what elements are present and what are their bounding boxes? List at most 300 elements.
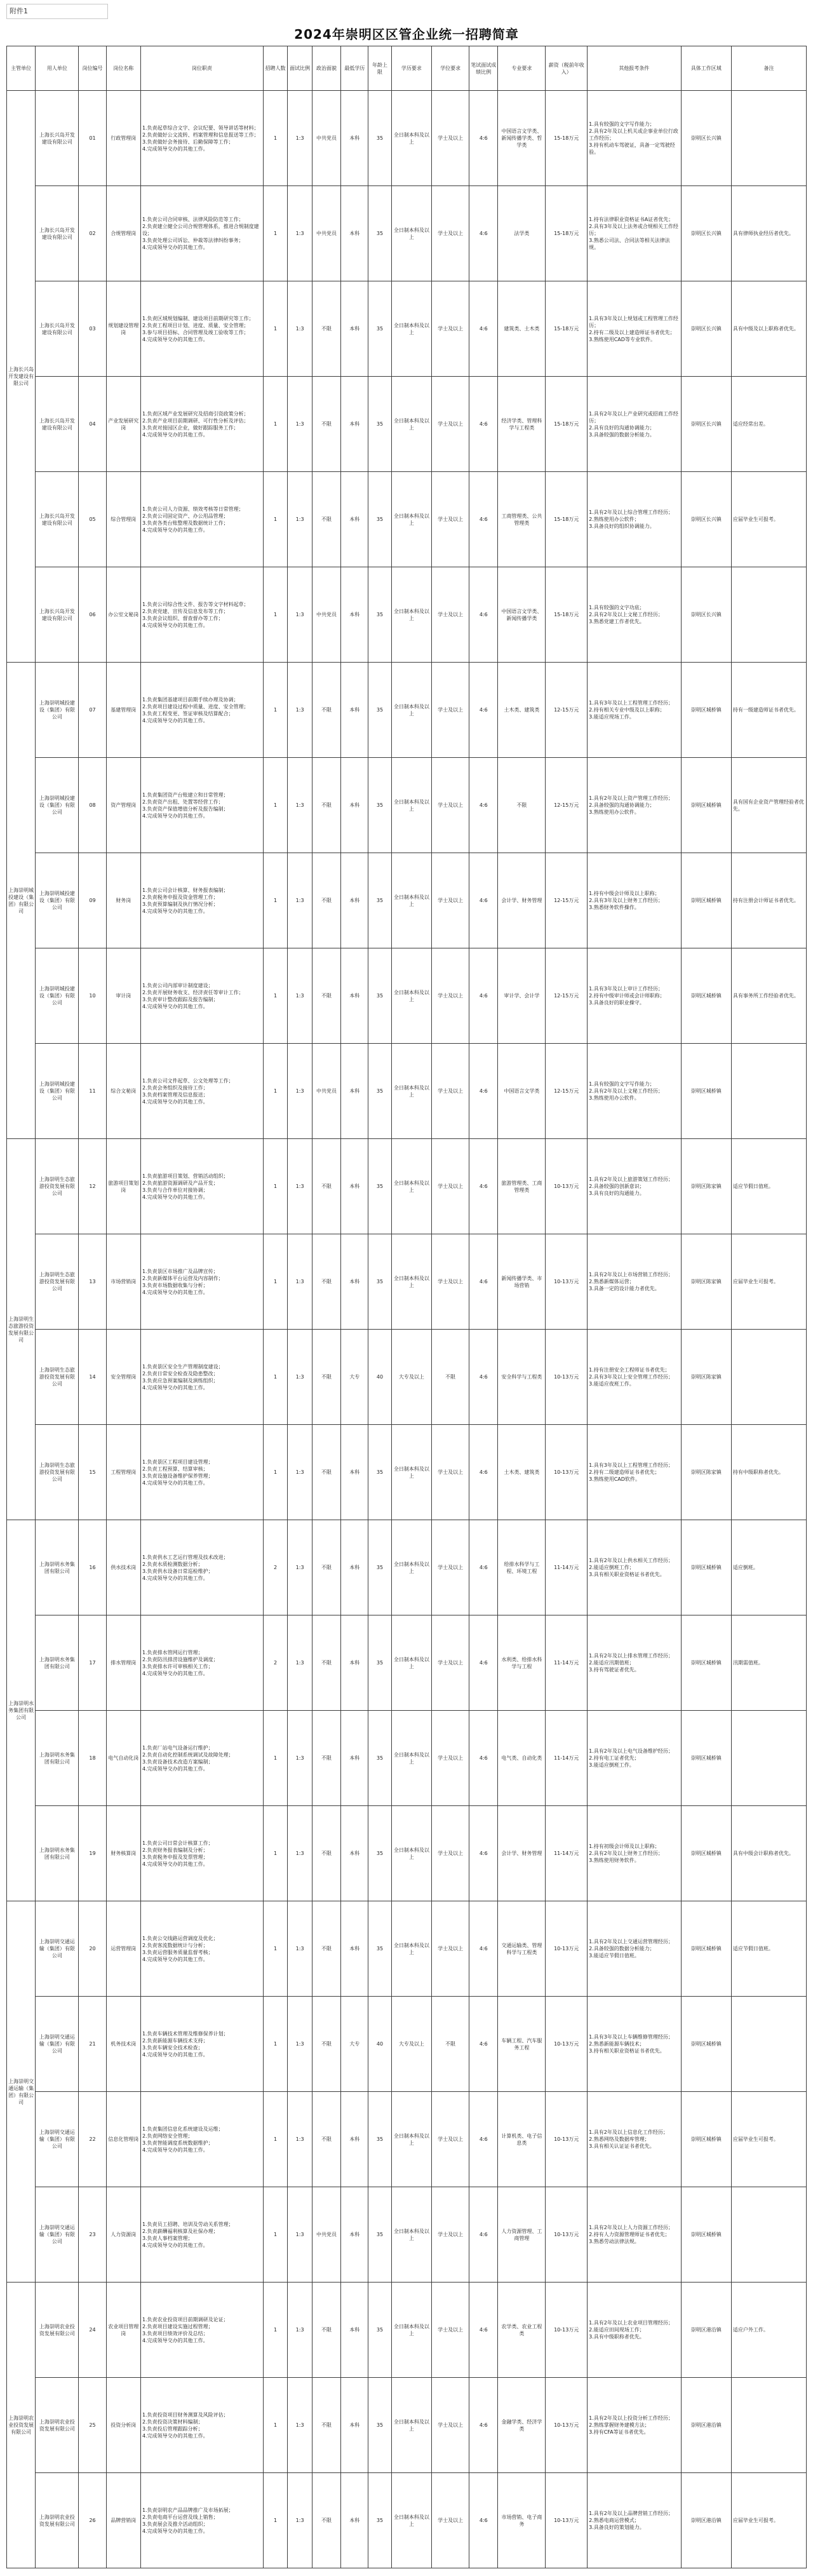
note-cell (731, 1044, 806, 1139)
duty-cell: 1.负责公司合同审核、法律风险防范等工作； 2.负责建立健全公司合规管理体系，推进合规制度建设； 3.负责处理公司诉讼、仲裁等法律纠纷事务； 4.完成领导交办的其他工作。 (140, 186, 263, 281)
salary-cell: 12-15万元 (546, 663, 588, 758)
score-ratio-cell: 4:6 (469, 1139, 498, 1234)
major-cell: 工商管理类、公共管理类 (498, 472, 546, 567)
salary-cell: 15-18万元 (546, 472, 588, 567)
headcount-cell: 1 (263, 377, 288, 472)
post-name-cell: 综合文秘岗 (106, 1044, 140, 1139)
salary-cell: 10-13万元 (546, 1997, 588, 2092)
post-name-cell: 运营管理岗 (106, 1901, 140, 1997)
score-ratio-cell: 4:6 (469, 2378, 498, 2473)
note-cell: 应届毕业生可报考。 (731, 472, 806, 567)
salary-cell: 15-18万元 (546, 567, 588, 663)
salary-cell: 10-13万元 (546, 2378, 588, 2473)
score-ratio-cell: 4:6 (469, 663, 498, 758)
education-cell: 大专 (341, 1997, 368, 2092)
degree-requirement-cell: 全日制本科及以上 (391, 377, 432, 472)
note-cell: 具有国有企业资产管理经验者优先。 (731, 758, 806, 853)
note-cell: 适应节假日值班。 (731, 1901, 806, 1997)
note-cell: 具有中级及以上职称者优先。 (731, 281, 806, 377)
degree-cell: 学士及以上 (432, 1711, 469, 1806)
post-code-cell: 16 (79, 1520, 106, 1615)
note-cell: 持有一级建造师证书者优先。 (731, 663, 806, 758)
education-cell: 本科 (341, 1711, 368, 1806)
degree-requirement-cell: 大专及以上 (391, 1330, 432, 1425)
unit-cell: 上海崇明交通运输（集团）有限公司 (36, 2187, 79, 2283)
post-code-cell: 21 (79, 1997, 106, 2092)
work-area-cell: 崇明区港沿镇 (681, 2283, 731, 2378)
education-cell: 本科 (341, 758, 368, 853)
age-limit-cell: 35 (368, 91, 391, 186)
post-code-cell: 14 (79, 1330, 106, 1425)
politics-cell: 不限 (312, 472, 340, 567)
score-ratio-cell: 4:6 (469, 567, 498, 663)
note-cell: 适应户外工作。 (731, 2283, 806, 2378)
table-row (7, 948, 807, 1044)
headcount-cell: 1 (263, 91, 288, 186)
note-cell (731, 91, 806, 186)
major-cell: 安全科学与工程类 (498, 1330, 546, 1425)
politics-cell: 不限 (312, 1234, 340, 1330)
politics-cell: 不限 (312, 1425, 340, 1520)
major-cell: 中国语言文学类、新闻传播学类、哲学类 (498, 91, 546, 186)
headcount-cell: 1 (263, 1901, 288, 1997)
work-area-cell: 崇明区陈家镇 (681, 1425, 731, 1520)
score-ratio-cell: 4:6 (469, 186, 498, 281)
politics-cell: 不限 (312, 2283, 340, 2378)
score-ratio-cell: 4:6 (469, 1901, 498, 1997)
duty-cell: 1.负责集团基建项目前期手续办理及协调； 2.负责项目建设过程中质量、进度、安全管理； 3.负责工程变更、签证审核及结算配合； 4.完成领导交办的其他工作。 (140, 663, 263, 758)
degree-requirement-cell: 全日制本科及以上 (391, 472, 432, 567)
headcount-cell: 1 (263, 948, 288, 1044)
major-cell: 土木类、建筑类 (498, 1425, 546, 1520)
age-limit-cell: 35 (368, 853, 391, 948)
duty-cell: 1.负责供水工艺运行管理及技术改进； 2.负责水质检测数据分析； 3.负责供水设备日常巡检维护； 4.完成领导交办的其他工作。 (140, 1520, 263, 1615)
table-row (7, 2378, 807, 2473)
conditions-cell: 1.具有2年及以上电气设备维护经历； 2.持有电工证者优先； 3.能适应倒班工作。 (588, 1711, 681, 1806)
unit-cell: 上海崇明农业投资发展有限公司 (36, 2473, 79, 2568)
conditions-cell: 1.具有2年及以上信息化工作经历； 2.熟悉网络及数据库管理； 3.具有相关认证证书者优先。 (588, 2092, 681, 2187)
education-cell: 本科 (341, 1901, 368, 1997)
score-ratio-cell: 4:6 (469, 91, 498, 186)
recruitment-table (6, 46, 807, 2568)
education-cell: 本科 (341, 1425, 368, 1520)
note-cell: 持有中级职称者优先。 (731, 1425, 806, 1520)
conditions-cell: 1.具有2年及以上交通运营管理经历； 2.具备较强的数据分析能力； 3.能适应节假日值班。 (588, 1901, 681, 1997)
politics-cell: 不限 (312, 1806, 340, 1901)
degree-requirement-cell: 全日制本科及以上 (391, 2187, 432, 2283)
salary-cell: 10-13万元 (546, 1330, 588, 1425)
politics-cell: 不限 (312, 1901, 340, 1997)
post-code-cell: 13 (79, 1234, 106, 1330)
conditions-cell: 1.具有2年及以上人力资源工作经历； 2.持有人力资源管理师证书者优先； 3.熟悉劳动法律法规。 (588, 2187, 681, 2283)
duty-cell: 1.负责景区工程项目建设管理； 2.负责工程预算、结算审核； 3.负责设施设备维护保养管理； 4.完成领导交办的其他工作。 (140, 1425, 263, 1520)
work-area-cell: 崇明区城桥镇 (681, 2187, 731, 2283)
note-cell (731, 1997, 806, 2092)
duty-cell: 1.负责公司综合性文件、报告等文字材料起草； 2.负责党建、宣传及信息发布等工作； 3.负责会议组织、督查督办等工作； 4.完成领导交办的其他工作。 (140, 567, 263, 663)
work-area-cell: 崇明区城桥镇 (681, 1044, 731, 1139)
table-row (7, 1806, 807, 1901)
headcount-cell: 1 (263, 2378, 288, 2473)
conditions-cell: 1.持有中级会计师及以上职称； 2.具有3年及以上财务工作经历； 3.熟悉财务软件操作。 (588, 853, 681, 948)
major-cell: 金融学类、经济学类 (498, 2378, 546, 2473)
age-limit-cell: 35 (368, 948, 391, 1044)
major-cell: 给排水科学与工程、环境工程 (498, 1520, 546, 1615)
unit-cell: 上海长兴岛开发建设有限公司 (36, 567, 79, 663)
supervisor-cell: 上海崇明交通运输（集团）有限公司 (7, 1901, 36, 2283)
interview-ratio-cell: 1:3 (288, 91, 312, 186)
degree-cell: 学士及以上 (432, 1901, 469, 1997)
degree-requirement-cell: 全日制本科及以上 (391, 567, 432, 663)
headcount-cell: 1 (263, 1711, 288, 1806)
column-header: 具体工作区域 (681, 46, 731, 91)
table-row (7, 853, 807, 948)
education-cell: 本科 (341, 91, 368, 186)
age-limit-cell: 35 (368, 1044, 391, 1139)
education-cell: 本科 (341, 2378, 368, 2473)
degree-requirement-cell: 全日制本科及以上 (391, 1139, 432, 1234)
post-name-cell: 财务核算岗 (106, 1806, 140, 1901)
unit-cell: 上海崇明城投建设（集团）有限公司 (36, 758, 79, 853)
duty-cell: 1.负责农业投资项目前期调研及论证； 2.负责项目建设实施过程管理； 3.负责项目绩效评价及总结； 4.完成领导交办的其他工作。 (140, 2283, 263, 2378)
post-code-cell: 02 (79, 186, 106, 281)
unit-cell: 上海崇明城投建设（集团）有限公司 (36, 853, 79, 948)
supervisor-cell: 上海崇明城投建设（集团）有限公司 (7, 663, 36, 1139)
salary-cell: 12-15万元 (546, 758, 588, 853)
table-row (7, 663, 807, 758)
education-cell: 本科 (341, 377, 368, 472)
education-cell: 本科 (341, 1615, 368, 1711)
duty-cell: 1.负责公司内部审计制度建设； 2.负责开展财务收支、经济责任等审计工作； 3.负责审计整改跟踪及报告编制； 4.完成领导交办的其他工作。 (140, 948, 263, 1044)
duty-cell: 1.负责排水管网运行管理； 2.负责防汛排涝设施维护及调度； 3.负责排水许可审核相关工作； 4.完成领导交办的其他工作。 (140, 1615, 263, 1711)
age-limit-cell: 40 (368, 1330, 391, 1425)
unit-cell: 上海长兴岛开发建设有限公司 (36, 472, 79, 567)
major-cell: 中国语言文学类 (498, 1044, 546, 1139)
interview-ratio-cell: 1:3 (288, 663, 312, 758)
score-ratio-cell: 4:6 (469, 1806, 498, 1901)
education-cell: 本科 (341, 567, 368, 663)
headcount-cell: 1 (263, 2283, 288, 2378)
table-row (7, 1711, 807, 1806)
headcount-cell: 1 (263, 186, 288, 281)
table-row (7, 186, 807, 281)
score-ratio-cell: 4:6 (469, 1520, 498, 1615)
post-name-cell: 资产管理岗 (106, 758, 140, 853)
politics-cell: 不限 (312, 2092, 340, 2187)
age-limit-cell: 35 (368, 567, 391, 663)
score-ratio-cell: 4:6 (469, 1711, 498, 1806)
politics-cell: 不限 (312, 281, 340, 377)
politics-cell: 不限 (312, 1139, 340, 1234)
work-area-cell: 崇明区城桥镇 (681, 1806, 731, 1901)
score-ratio-cell: 4:6 (469, 853, 498, 948)
work-area-cell: 崇明区城桥镇 (681, 1520, 731, 1615)
duty-cell: 1.负责集团资产台账建立和日常管理； 2.负责资产出租、处置等经营工作； 3.负责资产保值增值分析及报告编制； 4.完成领导交办的其他工作。 (140, 758, 263, 853)
degree-requirement-cell: 全日制本科及以上 (391, 1234, 432, 1330)
work-area-cell: 崇明区城桥镇 (681, 2092, 731, 2187)
salary-cell: 11-14万元 (546, 1806, 588, 1901)
salary-cell: 10-13万元 (546, 2092, 588, 2187)
interview-ratio-cell: 1:3 (288, 377, 312, 472)
work-area-cell: 崇明区长兴镇 (681, 281, 731, 377)
politics-cell: 中共党员 (312, 1044, 340, 1139)
degree-requirement-cell: 全日制本科及以上 (391, 2283, 432, 2378)
table-row (7, 91, 807, 186)
work-area-cell: 崇明区陈家镇 (681, 1234, 731, 1330)
age-limit-cell: 35 (368, 2092, 391, 2187)
score-ratio-cell: 4:6 (469, 472, 498, 567)
salary-cell: 15-18万元 (546, 281, 588, 377)
note-cell: 具有事务所工作经验者优先。 (731, 948, 806, 1044)
headcount-cell: 1 (263, 2092, 288, 2187)
post-code-cell: 23 (79, 2187, 106, 2283)
unit-cell: 上海崇明水务集团有限公司 (36, 1615, 79, 1711)
post-code-cell: 20 (79, 1901, 106, 1997)
politics-cell: 中共党员 (312, 2187, 340, 2283)
education-cell: 本科 (341, 2473, 368, 2568)
education-cell: 大专 (341, 1330, 368, 1425)
interview-ratio-cell: 1:3 (288, 853, 312, 948)
salary-cell: 10-13万元 (546, 2283, 588, 2378)
post-name-cell: 工程管理岗 (106, 1425, 140, 1520)
major-cell: 农学类、农业工程类 (498, 2283, 546, 2378)
headcount-cell: 1 (263, 663, 288, 758)
column-header: 学历要求 (391, 46, 432, 91)
headcount-cell: 1 (263, 2473, 288, 2568)
conditions-cell: 1.具有2年及以上供水相关工作经历； 2.能适应倒班工作； 3.具有相关职业资格证书者优先。 (588, 1520, 681, 1615)
duty-cell: 1.负责厂站电气设备运行维护； 2.负责自动化控制系统调试及故障处理； 3.负责设备技术改造方案编制； 4.完成领导交办的其他工作。 (140, 1711, 263, 1806)
duty-cell: 1.负责车辆技术管理及维修保养计划； 2.负责新能源车辆技术支持； 3.负责车辆安全技术检查； 4.完成领导交办的其他工作。 (140, 1997, 263, 2092)
post-name-cell: 机务技术岗 (106, 1997, 140, 2092)
salary-cell: 10-13万元 (546, 1425, 588, 1520)
conditions-cell: 1.具有较强的文字功底； 2.具有2年及以上文秘工作经历； 3.熟悉党建工作者优先。 (588, 567, 681, 663)
note-cell: 适应倒班。 (731, 1520, 806, 1615)
degree-requirement-cell: 全日制本科及以上 (391, 948, 432, 1044)
salary-cell: 12-15万元 (546, 1044, 588, 1139)
education-cell: 本科 (341, 186, 368, 281)
salary-cell: 11-14万元 (546, 1615, 588, 1711)
interview-ratio-cell: 1:3 (288, 1139, 312, 1234)
work-area-cell: 崇明区长兴镇 (681, 91, 731, 186)
note-cell (731, 2187, 806, 2283)
interview-ratio-cell: 1:3 (288, 1711, 312, 1806)
duty-cell: 1.负责区域产业发展研究及招商引资政策分析； 2.负责产业项目前期调研、可行性分析及评估； 3.负责对接园区企业，做好跟踪服务工作； 4.完成领导交办的其他工作。 (140, 377, 263, 472)
note-cell: 持有注册会计师证书者优先。 (731, 853, 806, 948)
conditions-cell: 1.具有2年及以上投资分析工作经历； 2.熟练掌握财务建模方法； 3.持有CFA等证书者优先。 (588, 2378, 681, 2473)
conditions-cell: 1.持有法律职业资格证书A证者优先； 2.具有3年及以上法务或合规相关工作经历； 3.熟悉公司法、合同法等相关法律法规。 (588, 186, 681, 281)
column-header: 年龄上限 (368, 46, 391, 91)
unit-cell: 上海崇明生态旅游投资发展有限公司 (36, 1139, 79, 1234)
note-cell (731, 1330, 806, 1425)
score-ratio-cell: 4:6 (469, 377, 498, 472)
post-name-cell: 电气自动化岗 (106, 1711, 140, 1806)
politics-cell: 不限 (312, 1615, 340, 1711)
age-limit-cell: 35 (368, 1806, 391, 1901)
headcount-cell: 1 (263, 567, 288, 663)
degree-cell: 学士及以上 (432, 1615, 469, 1711)
post-name-cell: 行政管理岗 (106, 91, 140, 186)
post-code-cell: 10 (79, 948, 106, 1044)
age-limit-cell: 35 (368, 186, 391, 281)
post-code-cell: 19 (79, 1806, 106, 1901)
degree-requirement-cell: 全日制本科及以上 (391, 91, 432, 186)
interview-ratio-cell: 1:3 (288, 1234, 312, 1330)
major-cell: 旅游管理类、工商管理类 (498, 1139, 546, 1234)
interview-ratio-cell: 1:3 (288, 2378, 312, 2473)
politics-cell: 不限 (312, 1520, 340, 1615)
age-limit-cell: 35 (368, 2283, 391, 2378)
column-header: 备注 (731, 46, 806, 91)
score-ratio-cell: 4:6 (469, 1615, 498, 1711)
supervisor-cell: 上海崇明水务集团有限公司 (7, 1520, 36, 1901)
education-cell: 本科 (341, 1806, 368, 1901)
post-name-cell: 旅游项目策划岗 (106, 1139, 140, 1234)
conditions-cell: 1.具有2年及以上旅游策划工作经历； 2.具备较强的创新意识； 3.具有良好的沟通能力。 (588, 1139, 681, 1234)
work-area-cell: 崇明区城桥镇 (681, 1901, 731, 1997)
interview-ratio-cell: 1:3 (288, 1806, 312, 1901)
degree-requirement-cell: 全日制本科及以上 (391, 186, 432, 281)
education-cell: 本科 (341, 1234, 368, 1330)
degree-cell: 学士及以上 (432, 663, 469, 758)
degree-requirement-cell: 全日制本科及以上 (391, 758, 432, 853)
major-cell: 人力资源管理、工商管理 (498, 2187, 546, 2283)
major-cell: 会计学、财务管理 (498, 1806, 546, 1901)
interview-ratio-cell: 1:3 (288, 1044, 312, 1139)
major-cell: 计算机类、电子信息类 (498, 2092, 546, 2187)
score-ratio-cell: 4:6 (469, 2187, 498, 2283)
supervisor-cell: 上海崇明农业投资发展有限公司 (7, 2283, 36, 2568)
table-row (7, 1425, 807, 1520)
duty-cell: 1.负责投资项目财务测算及风险评估； 2.负责投资决策材料编制； 3.负责投后管理跟踪分析； 4.完成领导交办的其他工作。 (140, 2378, 263, 2473)
post-code-cell: 25 (79, 2378, 106, 2473)
column-header: 面试比例 (288, 46, 312, 91)
column-header: 其他报考条件 (588, 46, 681, 91)
politics-cell: 不限 (312, 2378, 340, 2473)
conditions-cell: 1.具有2年及以上资产管理工作经历； 2.具备较强的沟通协调能力； 3.熟练使用办公软件。 (588, 758, 681, 853)
conditions-cell: 1.具有2年及以上产业研究或招商工作经历； 2.具有良好的沟通协调能力； 3.具备较强的数据分析能力。 (588, 377, 681, 472)
work-area-cell: 崇明区城桥镇 (681, 1711, 731, 1806)
politics-cell: 中共党员 (312, 186, 340, 281)
table-row (7, 2473, 807, 2568)
conditions-cell: 1.具有较强的文字写作能力； 2.具有2年及以上机关或企事业单位行政工作经历； 3.持有机动车驾驶证，具备一定驾驶经验。 (588, 91, 681, 186)
politics-cell: 不限 (312, 1330, 340, 1425)
unit-cell: 上海崇明生态旅游投资发展有限公司 (36, 1330, 79, 1425)
post-code-cell: 09 (79, 853, 106, 948)
interview-ratio-cell: 1:3 (288, 1520, 312, 1615)
headcount-cell: 1 (263, 1139, 288, 1234)
conditions-cell: 1.具有较强的文字写作能力； 2.具有2年及以上文秘工作经历； 3.熟练使用办公软件。 (588, 1044, 681, 1139)
degree-requirement-cell: 全日制本科及以上 (391, 1520, 432, 1615)
age-limit-cell: 35 (368, 1615, 391, 1711)
table-row (7, 758, 807, 853)
post-code-cell: 03 (79, 281, 106, 377)
work-area-cell: 崇明区港沿镇 (681, 2378, 731, 2473)
degree-cell: 学士及以上 (432, 377, 469, 472)
major-cell: 不限 (498, 758, 546, 853)
degree-requirement-cell: 全日制本科及以上 (391, 1425, 432, 1520)
score-ratio-cell: 4:6 (469, 1997, 498, 2092)
degree-cell: 学士及以上 (432, 2378, 469, 2473)
column-header: 主管单位 (7, 46, 36, 91)
post-code-cell: 06 (79, 567, 106, 663)
conditions-cell: 1.具有2年及以上排水管理工作经历； 2.能适应汛期值班； 3.持有驾驶证者优先。 (588, 1615, 681, 1711)
note-cell: 应届毕业生可报考。 (731, 2473, 806, 2568)
duty-cell: 1.负责景区市场推广及品牌宣传； 2.负责新媒体平台运营及内容制作； 3.负责市场数据收集与分析； 4.完成领导交办的其他工作。 (140, 1234, 263, 1330)
note-cell (731, 1711, 806, 1806)
education-cell: 本科 (341, 948, 368, 1044)
headcount-cell: 1 (263, 758, 288, 853)
conditions-cell: 1.具有3年及以上审计工作经历； 2.持有中级审计师或会计师职称； 3.具备良好的职业操守。 (588, 948, 681, 1044)
degree-cell: 学士及以上 (432, 2283, 469, 2378)
headcount-cell: 1 (263, 1997, 288, 2092)
degree-cell: 学士及以上 (432, 1425, 469, 1520)
unit-cell: 上海长兴岛开发建设有限公司 (36, 91, 79, 186)
headcount-cell: 1 (263, 1425, 288, 1520)
duty-cell: 1.负责公司日常会计核算工作； 2.负责财务报表编制及分析； 3.负责税务申报及发票管理； 4.完成领导交办的其他工作。 (140, 1806, 263, 1901)
age-limit-cell: 35 (368, 1425, 391, 1520)
column-header: 政治面貌 (312, 46, 340, 91)
major-cell: 车辆工程、汽车服务工程 (498, 1997, 546, 2092)
major-cell: 土木类、建筑类 (498, 663, 546, 758)
interview-ratio-cell: 1:3 (288, 758, 312, 853)
note-cell: 应届毕业生可报考。 (731, 2092, 806, 2187)
post-name-cell: 品牌营销岗 (106, 2473, 140, 2568)
salary-cell: 12-15万元 (546, 853, 588, 948)
politics-cell: 中共党员 (312, 567, 340, 663)
major-cell: 新闻传播学类、市场营销 (498, 1234, 546, 1330)
post-name-cell: 排水管理岗 (106, 1615, 140, 1711)
degree-requirement-cell: 全日制本科及以上 (391, 1806, 432, 1901)
work-area-cell: 崇明区城桥镇 (681, 1615, 731, 1711)
politics-cell: 不限 (312, 663, 340, 758)
duty-cell: 1.负责区域规划编制、建设项目前期研究等工作； 2.负责工程项目计划、进度、质量、安全管理； 3.参与项目招标、合同管理及竣工验收等工作； 4.完成领导交办的其他工作。 (140, 281, 263, 377)
major-cell: 会计学、财务管理 (498, 853, 546, 948)
post-code-cell: 26 (79, 2473, 106, 2568)
score-ratio-cell: 4:6 (469, 2092, 498, 2187)
column-header: 笔试面试成绩比例 (469, 46, 498, 91)
work-area-cell: 崇明区城桥镇 (681, 1997, 731, 2092)
unit-cell: 上海崇明交通运输（集团）有限公司 (36, 2092, 79, 2187)
unit-cell: 上海长兴岛开发建设有限公司 (36, 186, 79, 281)
salary-cell: 10-13万元 (546, 2473, 588, 2568)
unit-cell: 上海崇明水务集团有限公司 (36, 1806, 79, 1901)
work-area-cell: 崇明区城桥镇 (681, 853, 731, 948)
duty-cell: 1.负责集团信息化系统建设及运维； 2.负责网络安全管理； 3.负责智能调度系统数据维护； 4.完成领导交办的其他工作。 (140, 2092, 263, 2187)
column-header: 岗位名称 (106, 46, 140, 91)
unit-cell: 上海崇明农业投资发展有限公司 (36, 2378, 79, 2473)
degree-cell: 学士及以上 (432, 2473, 469, 2568)
table-row (7, 2092, 807, 2187)
major-cell: 电气类、自动化类 (498, 1711, 546, 1806)
conditions-cell: 1.具有2年及以上综合管理工作经历； 2.熟练使用办公软件； 3.具备良好的组织协调能力。 (588, 472, 681, 567)
work-area-cell: 崇明区长兴镇 (681, 472, 731, 567)
conditions-cell: 1.具有2年及以上农业项目管理经历； 2.能适应田间现场工作； 3.具有中级职称者优先。 (588, 2283, 681, 2378)
degree-cell: 学士及以上 (432, 91, 469, 186)
degree-requirement-cell: 大专及以上 (391, 1997, 432, 2092)
post-code-cell: 15 (79, 1425, 106, 1520)
interview-ratio-cell: 1:3 (288, 1425, 312, 1520)
conditions-cell: 1.具有3年及以上车辆维修管理经历； 2.熟悉新能源车辆技术； 3.持有相关职业资格证书者优先。 (588, 1997, 681, 2092)
salary-cell: 11-14万元 (546, 1711, 588, 1806)
major-cell: 市场营销、电子商务 (498, 2473, 546, 2568)
score-ratio-cell: 4:6 (469, 2283, 498, 2378)
post-name-cell: 农业项目管理岗 (106, 2283, 140, 2378)
column-header: 薪资（税前年收入） (546, 46, 588, 91)
post-code-cell: 01 (79, 91, 106, 186)
post-name-cell: 供水技术岗 (106, 1520, 140, 1615)
degree-cell: 学士及以上 (432, 567, 469, 663)
age-limit-cell: 35 (368, 2473, 391, 2568)
age-limit-cell: 35 (368, 281, 391, 377)
